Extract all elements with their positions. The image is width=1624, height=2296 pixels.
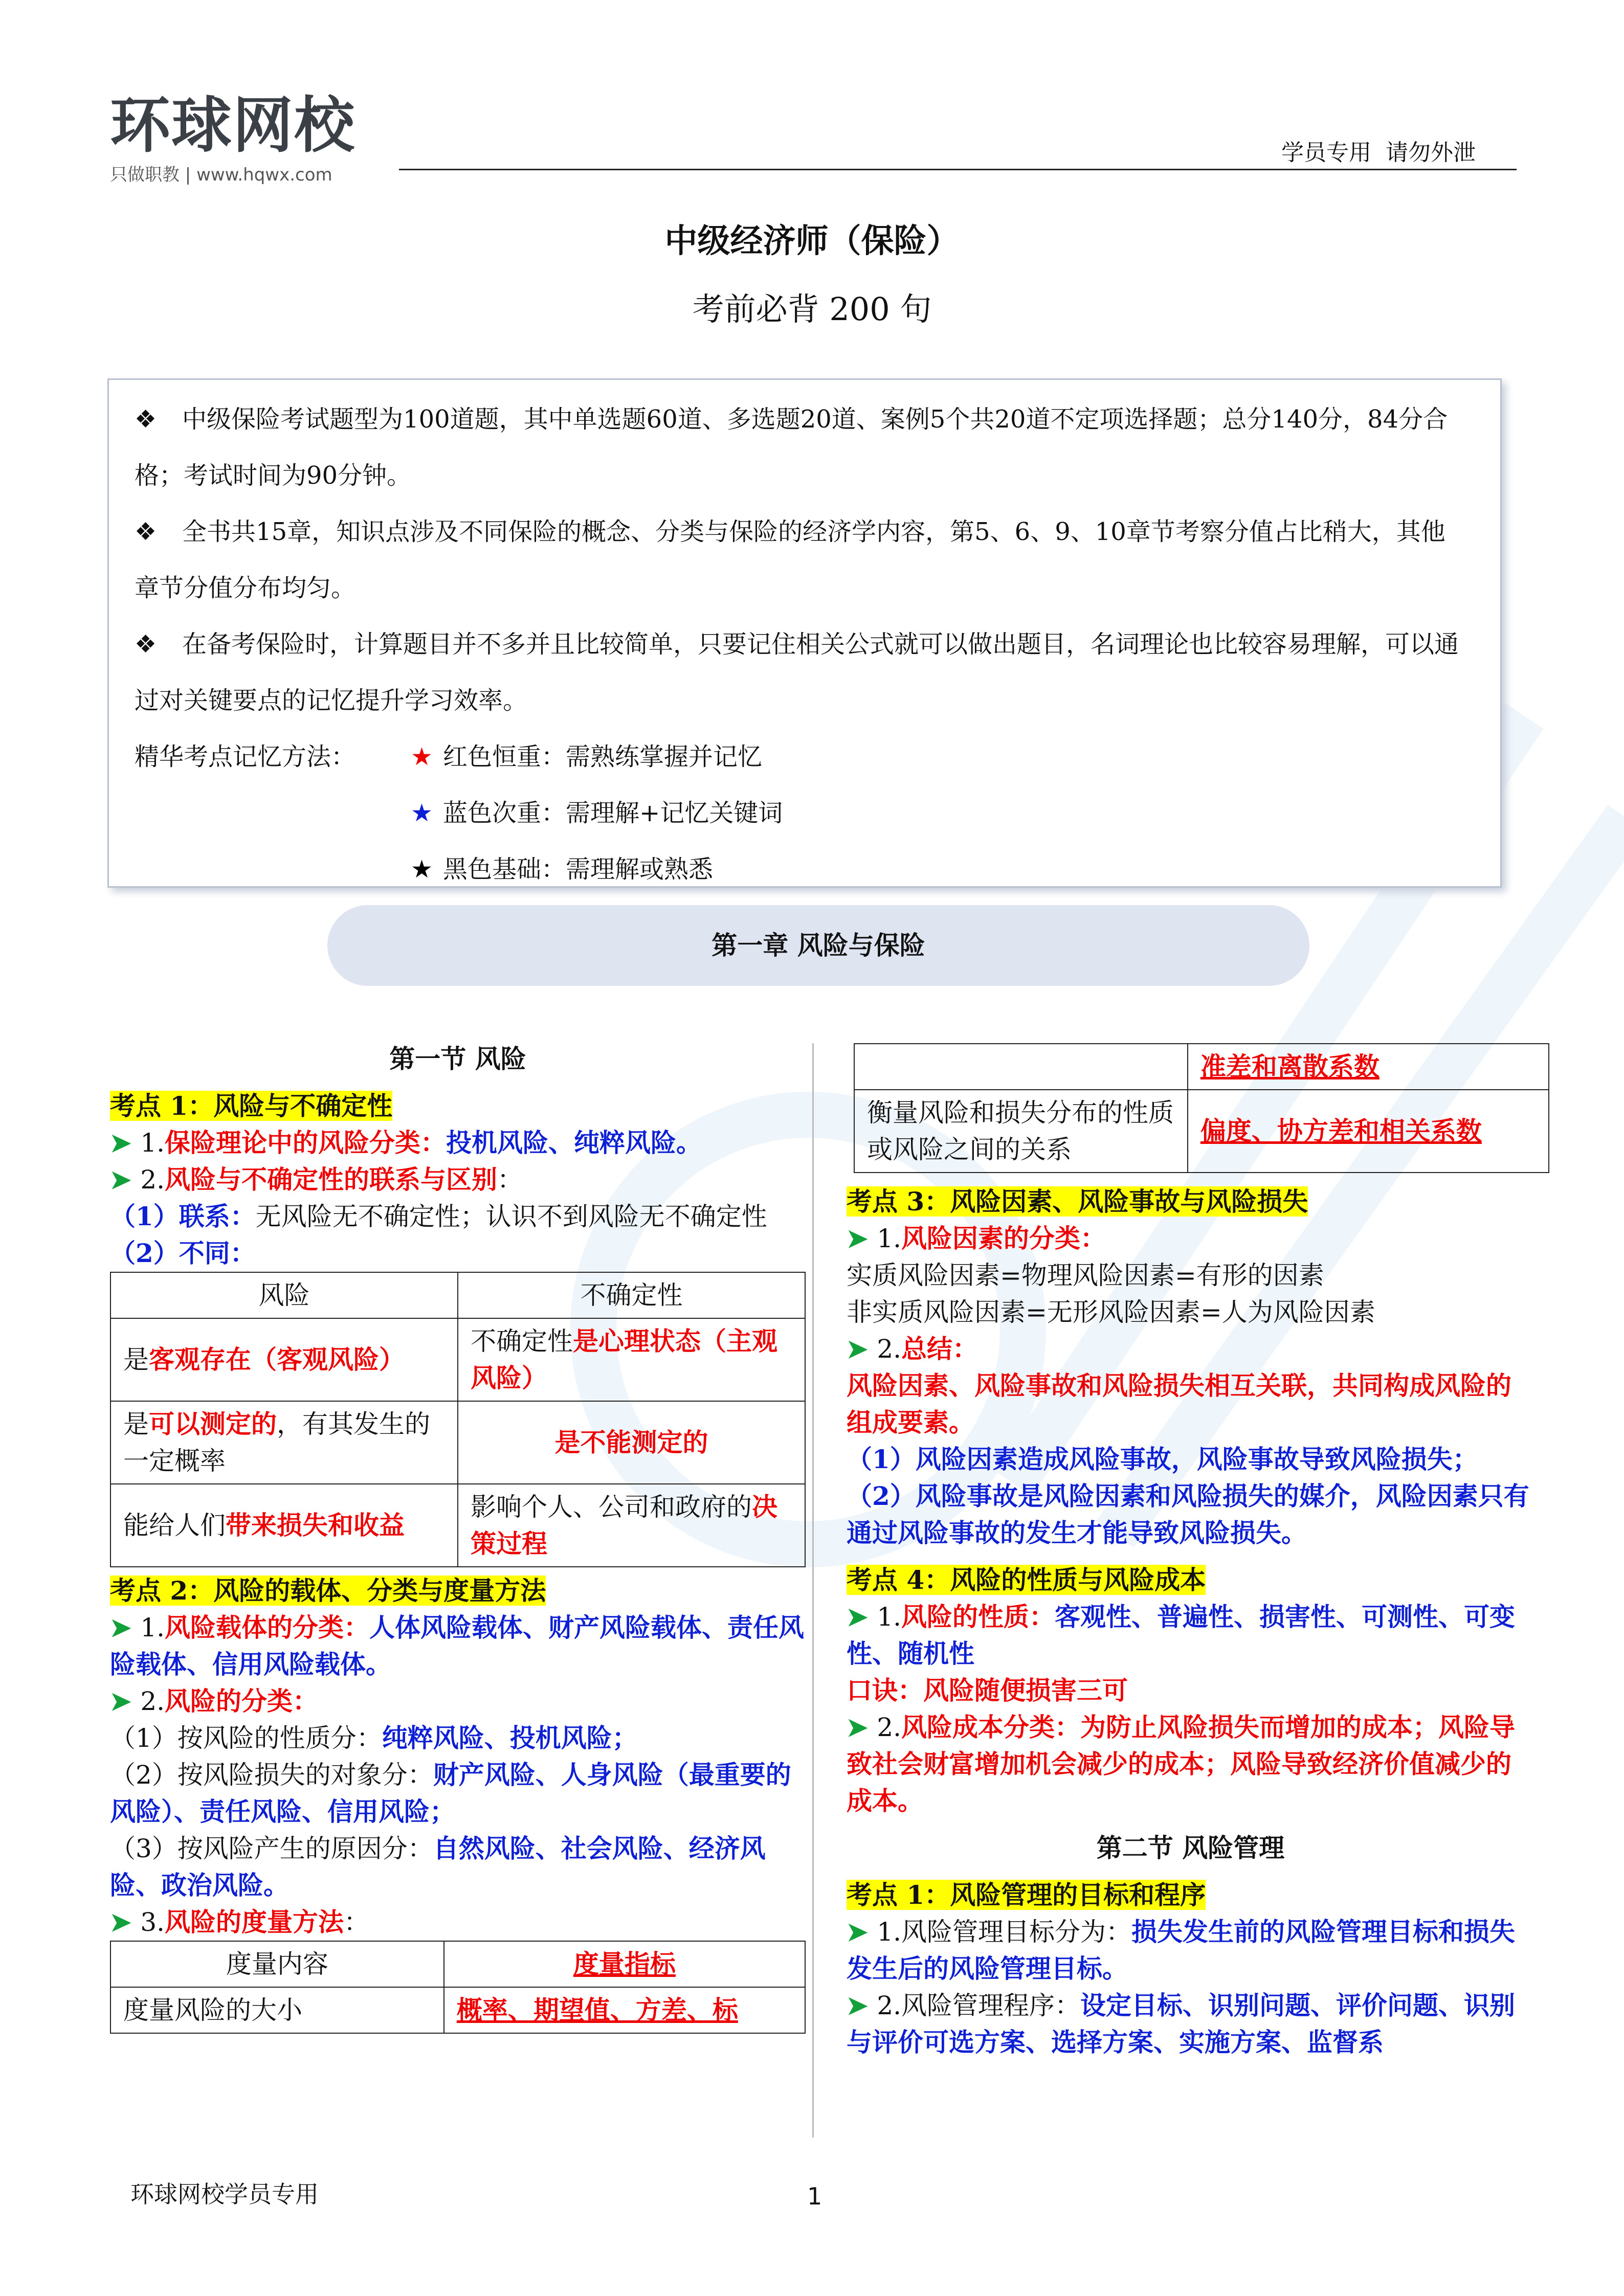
keypoint-5: 考点 1：风险管理的目标和程序 [847,1880,1206,1910]
table-row: 能给人们带来损失和收益 影响个人、公司和政府的决策过程 [110,1484,805,1567]
arrow-icon: ➤ [847,1334,877,1364]
table-row: 是客观存在（客观风险） 不确定性是心理状态（主观风险） [110,1318,805,1401]
chapter-banner: 第一章 风险与保险 [327,905,1309,986]
method-row-2: ★ 蓝色次重：需理解+记忆关键词 [411,799,783,827]
red-star-icon: ★ [411,742,433,771]
diamond-icon: ❖ [135,517,157,546]
intro-bullet-3: ❖ 在备考保险时，计算题目并不多并且比较简单，只要记住相关公式就可以做出题目，名词理论也比较容易理解，可以通过对关键要点的记忆提升学习效率。 [135,630,1459,715]
intro-bullet-1: ❖ 中级保险考试题型为100道题，其中单选题60道、多选题20道、案例5个共20道不定项选择题；总分140分，84分合格；考试时间为90分钟。 [135,405,1448,490]
table-row: 风险 不确定性 [110,1272,805,1318]
black-star-icon: ★ [411,855,433,884]
section-title-2: 第二节 风险管理 [1096,1833,1285,1863]
arrow-icon: ➤ [847,1223,877,1253]
arrow-icon: ➤ [847,1990,877,2020]
arrow-icon: ➤ [110,1612,141,1642]
confidential-notice: 学员专用 请勿外泄 [1281,140,1476,166]
method-row-1: 精华考点记忆方法： ★ 红色恒重：需熟练掌握并记忆 [135,729,1464,785]
arrow-icon: ➤ [110,1907,141,1937]
column-divider [812,1043,814,2137]
arrow-icon: ➤ [110,1128,141,1158]
keypoint-4: 考点 4：风险的性质与风险成本 [847,1565,1206,1595]
keypoint-3: 考点 3：风险因素、风险事故与风险损失 [847,1186,1308,1217]
arrow-icon: ➤ [110,1686,141,1716]
intro-box [107,378,1502,888]
doc-title: 中级经济师（保险） [664,222,960,260]
risk-measurement-table [110,1941,806,2034]
section-title-1: 第一节 风险 [389,1044,526,1074]
risk-vs-uncertainty-table [110,1272,806,1567]
intro-bullet-2: ❖ 全书共15章，知识点涉及不同保险的概念、分类与保险的经济学内容，第5、6、9、10章节考察分值占比稍大，其他章节分值分布均匀。 [135,517,1445,602]
logo-tagline: 只做职教 | www.hqwx.com [110,165,332,185]
blue-star-icon: ★ [411,799,433,827]
diamond-icon: ❖ [135,405,157,434]
header-logo [110,77,355,186]
table-row: 准差和离散系数 [854,1044,1549,1090]
arrow-icon: ➤ [110,1164,141,1195]
doc-subtitle: 考前必背 200 句 [692,290,932,328]
left-column: 第一节 风险 考点 1：风险与不确定性 ➤ 1.保险理论中的风险分类：投机风险、纯粹风险。 ➤ 2.风险与不确定性的联系与区别： （1）联系：无风险无不确定性；认识不到风险无不确定性 （2）不同： 风险 不确定性 是客观存在（客观风险） 不确定性是心理状态（主观风险） 是可以测定的，有其发生的一定概率 是不能测定的 能给人们带来损失和收益 影响个人、公司和政府的决策过程 考点 2：风险的载体、分类与度量方法 ➤ 1.风险载体的分类：人体风险载体、财产风险载体、责任风险载体、信用风险载体。 ➤ 2.风险的分类： （1）按风险的性质分：纯粹风险、投机风险； （2）按风险损失的对象分：财产风险、人身风险（最重要的风险）、责任风险、信用风险； （3）按风险产生的原因分：自然风险、社会风险、经济风险、政治风险。 ➤ 3.风险的度量方法： 度量内容 度量指标 度量风险的大小 概率、期望值、方差、标 [110,1041,806,2034]
diamond-icon: ❖ [135,630,157,659]
table-row: 衡量风险和损失分布的性质或风险之间的关系 偏度、协方差和相关系数 [854,1090,1549,1173]
arrow-icon: ➤ [847,1602,877,1632]
arrow-icon: ➤ [847,1712,877,1742]
keypoint-2: 考点 2：风险的载体、分类与度量方法 [110,1575,546,1606]
table-row: 度量内容 度量指标 [110,1941,805,1987]
table-row: 是可以测定的，有其发生的一定概率 是不能测定的 [110,1401,805,1484]
risk-measurement-table-continued [854,1043,1549,1173]
method-label: 精华考点记忆方法： [135,742,356,771]
header-rule [399,169,1517,170]
right-column: 准差和离散系数 衡量风险和损失分布的性质或风险之间的关系 偏度、协方差和相关系数 考点 3：风险因素、风险事故与风险损失 ➤ 1.风险因素的分类： 实质风险因素=物理风险因素=有形的因素 非实质风险因素=无形风险因素=人为风险因素 ➤ 2.总结： 风险因素、风险事故和风险损失相互关联，共同构成风险的组成要素。 （1）风险因素造成风险事故，风险事故导致风险损失； （2）风险事故是风险因素和风险损失的媒介，风险因素只有通过风险事故的发生才能导致风险损失。 考点 4：风险的性质与风险成本 ➤ 1.风险的性质：客观性、普遍性、损害性、可测性、可变性、随机性 口诀：风险随便损害三可 ➤ 2.风险成本分类：为防止风险损失而增加的成本；风险导致社会财富增加机会减少的成本；风险导致经济价值减少的成本。 第二节 风险管理 考点 1：风险管理的目标和程序 ➤ 1.风险管理目标分为：损失发生前的风险管理目标和损失发生后的风险管理目标。 ➤ 2.风险管理程序：设定目标、识别问题、评价问题、识别与评价可选方案、选择方案、实施方案、监督系 [847,1043,1534,2061]
arrow-icon: ➤ [847,1917,877,1947]
method-row-3: ★ 黑色基础：需理解或熟悉 [411,855,714,884]
page-number: 1 [807,2182,822,2210]
logo-text: 环球网校 [110,90,356,161]
footer-text: 环球网校学员专用 [130,2180,319,2208]
table-row: 度量风险的大小 概率、期望值、方差、标 [110,1987,805,2033]
keypoint-1: 考点 1：风险与不确定性 [110,1091,393,1121]
